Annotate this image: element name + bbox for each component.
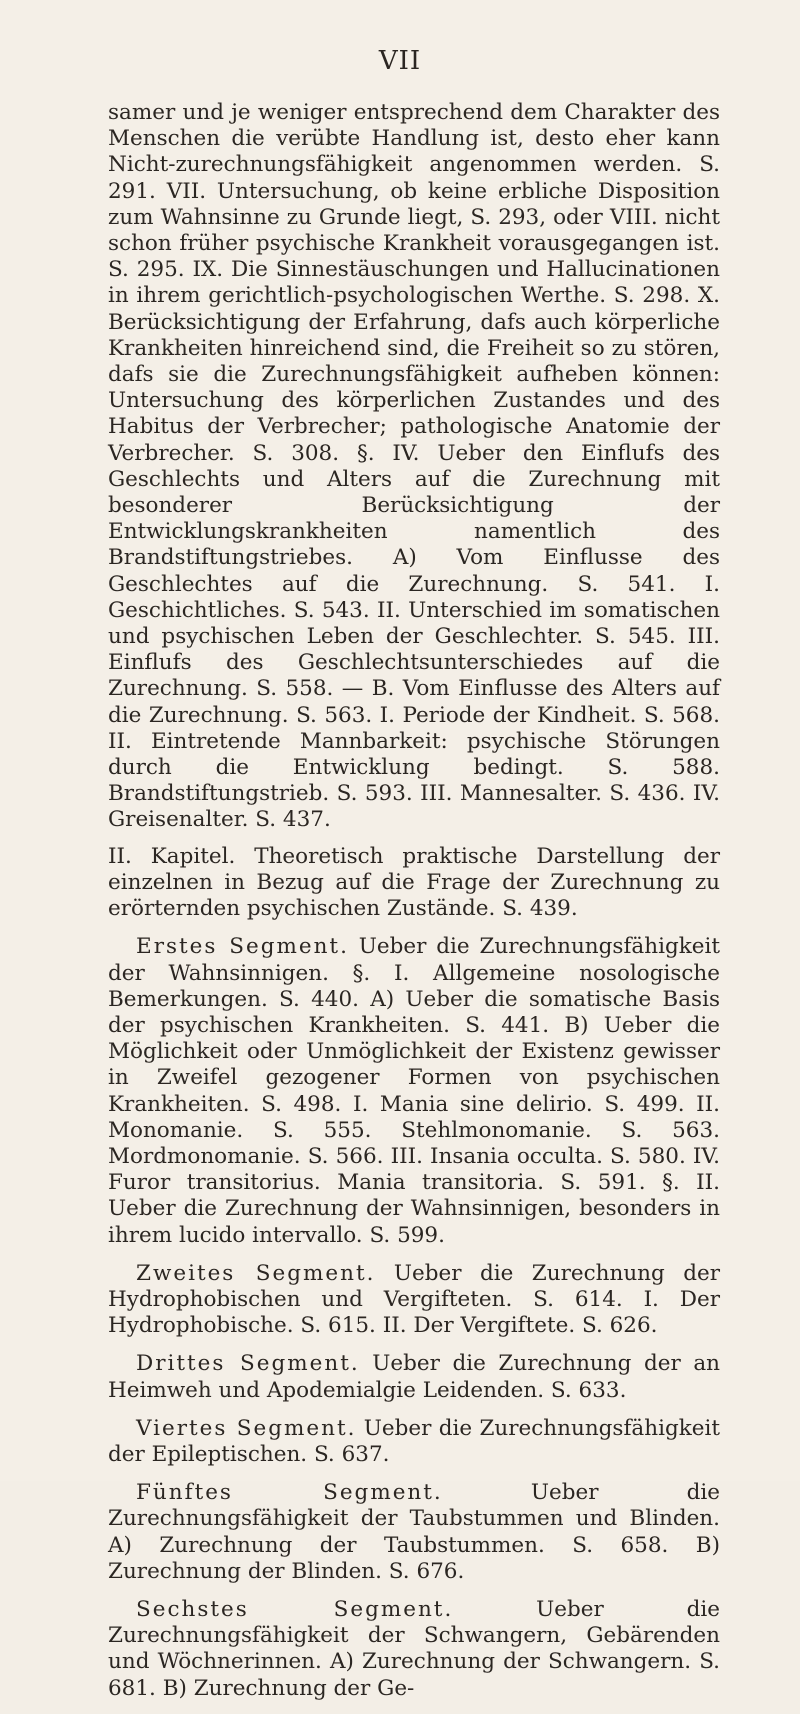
segment-label: Zweites Segment. [136,1260,376,1286]
segment-text: Ueber die Zurechnung der an Heimweh und Apodemialgie Leidenden. S. 633. [108,1351,720,1403]
paragraph-continuation [108,100,720,834]
segment-paragraph-4 [108,1416,720,1468]
segment-text: Ueber die Zurechnungsfähigkeit der Epileptischen. S. 637. [108,1415,720,1467]
chapter-heading-paragraph [108,844,720,923]
chapter-label: II. Kapitel. [108,843,236,869]
segment-paragraph-3 [108,1351,720,1403]
segment-text: Ueber die Zurechnungsfähigkeit der Schwangern, Gebärenden und Wöchnerinnen. A) Zurechnung der Schwangern. S. 681. B) Zurechnung der Ge- [108,1596,720,1701]
chapter-text: Theoretisch praktische Darstellung der einzelnen in Bezug auf die Frage der Zurechnung zu erörternden psychischen Zustände. S. 439. [108,843,720,922]
page-text [108,100,720,1714]
segment-paragraph-2 [108,1261,720,1340]
segment-paragraph-5 [108,1480,720,1585]
segment-label: Sechstes Segment. [136,1596,454,1622]
segment-text: Ueber die Zurechnungsfähigkeit der Taubstummen und Blinden. A) Zurechnung der Taubstummen. S. 658. B) Zurechnung der Blinden. S. 676. [108,1480,720,1584]
segment-label: Erstes Segment. [136,934,349,960]
paragraph-text: samer und je weniger entsprechend dem Charakter des Menschen die verübte Handlung ist, desto eher kann Nicht-zurechnungsfähigkeit angenommen werden. S. 291. VII. Untersuchung, ob keine erbliche Disposition zum Wahnsinne zu Grunde liegt, S. 293, oder VIII. nicht schon früher psychische Krankheit vorausgegangen ist. S. 295. IX. Die Sinnestäuschungen und Hallucinationen in ihrem gerichtlich-psychologischen Werthe. S. 298. X. Berücksichtigung der Erfahrung, dafs auch körperliche Krankheiten hinreichend sind, die Freiheit so zu stören, dafs sie die Zurechnungsfähigkeit aufheben können: Untersuchung des körperlichen Zustandes und des Habitus der Verbrecher; pathologische Anatomie der Verbrecher. S. 308. §. IV. Ueber den Einflufs des Geschlechts und Alters auf die Zurechnung mit besonderer Berücksichtigung der Entwicklungskrankheiten namentlich des Brandstiftungstriebes. A) Vom Einflusse des Geschlechtes auf die Zurechnung. S. 541. I. Geschichtliches. S. 543. II. Unterschied im somatischen und psychischen Leben der Geschlechter. S. 545. III. Einflufs des Geschlechtsunterschiedes auf die Zurechnung. S. 558. — B. Vom Einflusse des Alters auf die Zurechnung. S. 563. I. Periode der Kindheit. S. 568. II. Eintretende Mannbarkeit: psychische Störungen durch die Entwicklung bedingt. S. 588. Brandstiftungstrieb. S. 593. III. Mannesalter. S. 436. IV. Greisenalter. S. 437. [108,100,720,833]
segment-label: Viertes Segment. [136,1415,357,1441]
segment-paragraph-6 [108,1597,720,1702]
segment-label: Fünftes Segment. [136,1480,443,1506]
segment-text: Ueber die Zurechnungsfähigkeit der Wahnsinnigen. §. I. Allgemeine nosologische Bemerkungen. S. 440. A) Ueber die somatische Basis der psychischen Krankheiten. S. 441. B) Ueber die Möglichkeit oder Unmöglichkeit der Existenz gewisser in Zweifel gezogener Formen von psychischen Krankheiten. S. 498. I. Mania sine delirio. S. 499. II. Monomanie. S. 555. Stehlmonomanie. S. 563. Mordmonomanie. S. 566. III. Insania occulta. S. 580. IV. Furor transitorius. Mania transitoria. S. 591. §. II. Ueber die Zurechnung der Wahnsinnigen, besonders in ihrem lucido intervallo. S. 599. [108,934,720,1248]
page-number: VII [378,46,422,76]
segment-paragraph-1 [108,934,720,1248]
segment-text: Ueber die Zurechnung der Hydrophobischen und Vergifteten. S. 614. I. Der Hydrophobische. S. 615. II. Der Vergiftete. S. 626. [108,1260,721,1339]
segment-label: Drittes Segment. [136,1351,360,1377]
